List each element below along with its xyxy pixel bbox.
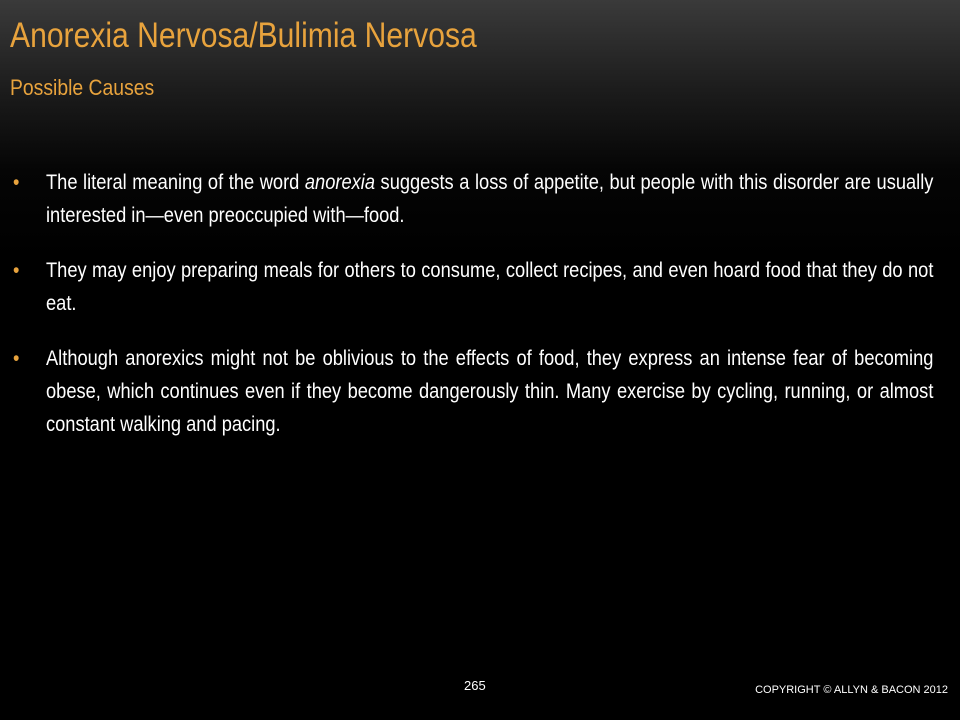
bullet-1-text-before: The literal meaning of the word: [46, 171, 305, 194]
bullet-item-3: [12, 342, 934, 441]
bullet-item-1: [12, 166, 934, 232]
slide-title: Anorexia Nervosa/Bulimia Nervosa: [10, 16, 477, 55]
bullet-2-text: They may enjoy preparing meals for others to consume, collect recipes, and even hoard food that they do not eat.: [46, 259, 934, 315]
bullet-marker-icon: •: [12, 171, 20, 194]
slide-subtitle: Possible Causes: [10, 75, 155, 100]
bullet-list: [12, 166, 934, 463]
bullet-marker-icon: •: [12, 347, 20, 370]
bullet-marker-icon: •: [12, 259, 20, 282]
bullet-1-emphasis: anorexia: [304, 171, 375, 194]
bullet-3-text: Although anorexics might not be oblivious to the effects of food, they express an intense fear of becoming obese, which continues even if they become dangerously thin. Many exercise by cycling, running, or almost constant walking and pacing.: [46, 347, 934, 436]
bullet-1-text-after: suggests a loss of appetite, but people with this disorder are usually interested in—even preoccupied with—food.: [46, 171, 934, 227]
copyright-notice: COPYRIGHT © ALLYN & BACON 2012: [755, 684, 948, 696]
bullet-item-2: [12, 254, 934, 320]
page-number: 265: [464, 678, 486, 693]
